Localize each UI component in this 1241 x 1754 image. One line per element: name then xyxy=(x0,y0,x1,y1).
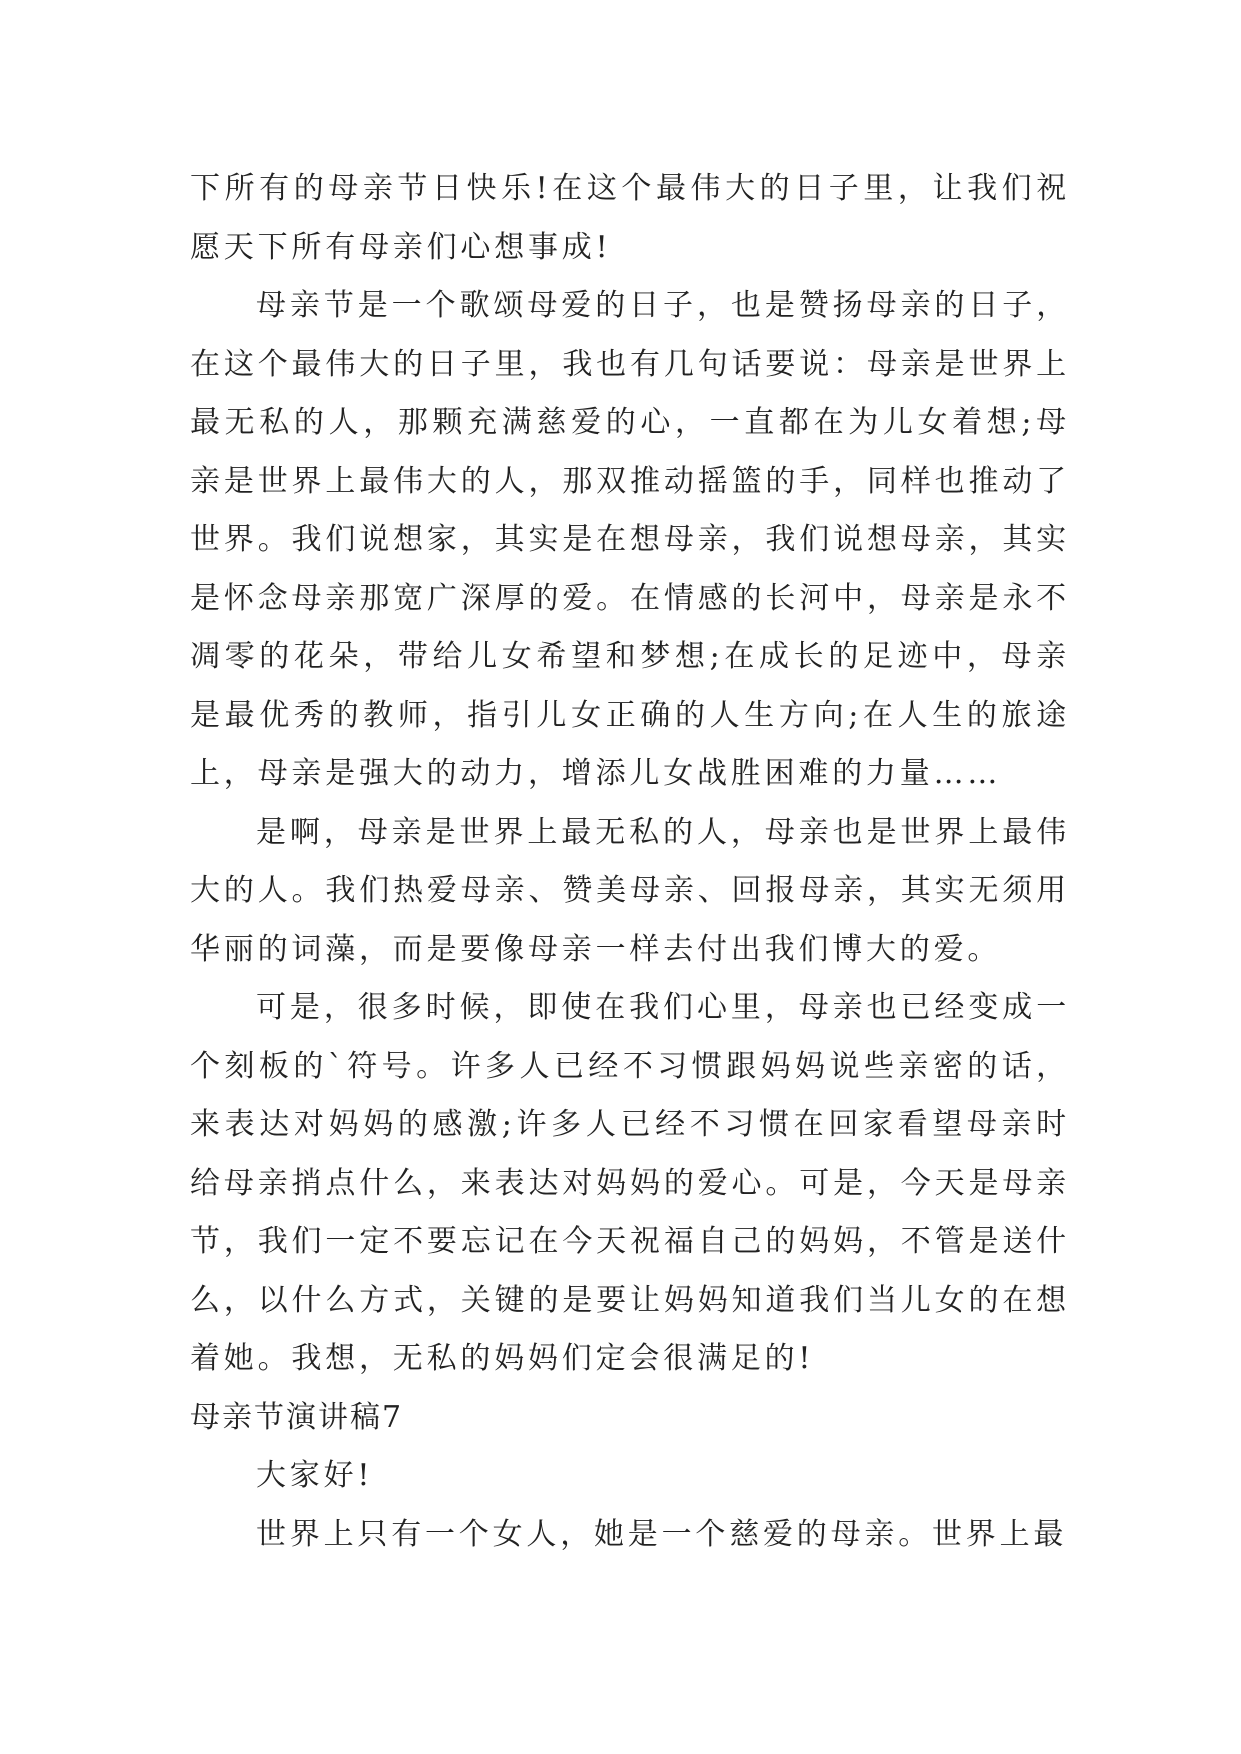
paragraph-3: 是啊，母亲是世界上最无私的人，母亲也是世界上最伟大的人。我们热爱母亲、赞美母亲、回报母亲，其实无须用华丽的词藻，而是要像母亲一样去付出我们博大的爱。 xyxy=(190,814,1070,967)
paragraph-continued: 世界上只有一个女人，她是一个慈爱的母亲。世界上最 xyxy=(256,1516,1068,1552)
paragraph-4: 可是，很多时候，即使在我们心里，母亲也已经变成一个刻板的`符号。许多人已经不习惯跟妈妈说些亲密的话，来表达对妈妈的感激;许多人已经不习惯在回家看望母亲时给母亲捎点什么，来表达对妈妈的爱心。可是，今天是母亲节，我们一定不要忘记在今天祝福自己的妈妈，不管是送什么，以什么方式，关键的是要让妈妈知道我们当儿女的在想着她。我想，无私的妈妈们定会很满足的! xyxy=(190,990,1070,1376)
section-heading: 母亲节演讲稿7 xyxy=(190,1399,404,1435)
greeting-paragraph: 大家好! xyxy=(256,1458,374,1493)
paragraph-1: 下所有的母亲节日快乐!在这个最伟大的日子里，让我们祝愿天下所有母亲们心想事成! xyxy=(190,171,1070,265)
paragraph-2: 母亲节是一个歌颂母爱的日子，也是赞扬母亲的日子，在这个最伟大的日子里，我也有几句话要说：母亲是世界上最无私的人，那颗充满慈爱的心，一直都在为儿女着想;母亲是世界上最伟大的人，那双推动摇篮的手，同样也推动了世界。我们说想家，其实是在想母亲，我们说想母亲，其实是怀念母亲那宽广深厚的爱。在情感的长河中，母亲是永不凋零的花朵，带给儿女希望和梦想;在成长的足迹中，母亲是最优秀的教师，指引儿女正确的人生方向;在人生的旅途上，母亲是强大的动力，增添儿女战胜困难的力量…… xyxy=(190,288,1070,791)
document-body xyxy=(190,160,1070,1564)
